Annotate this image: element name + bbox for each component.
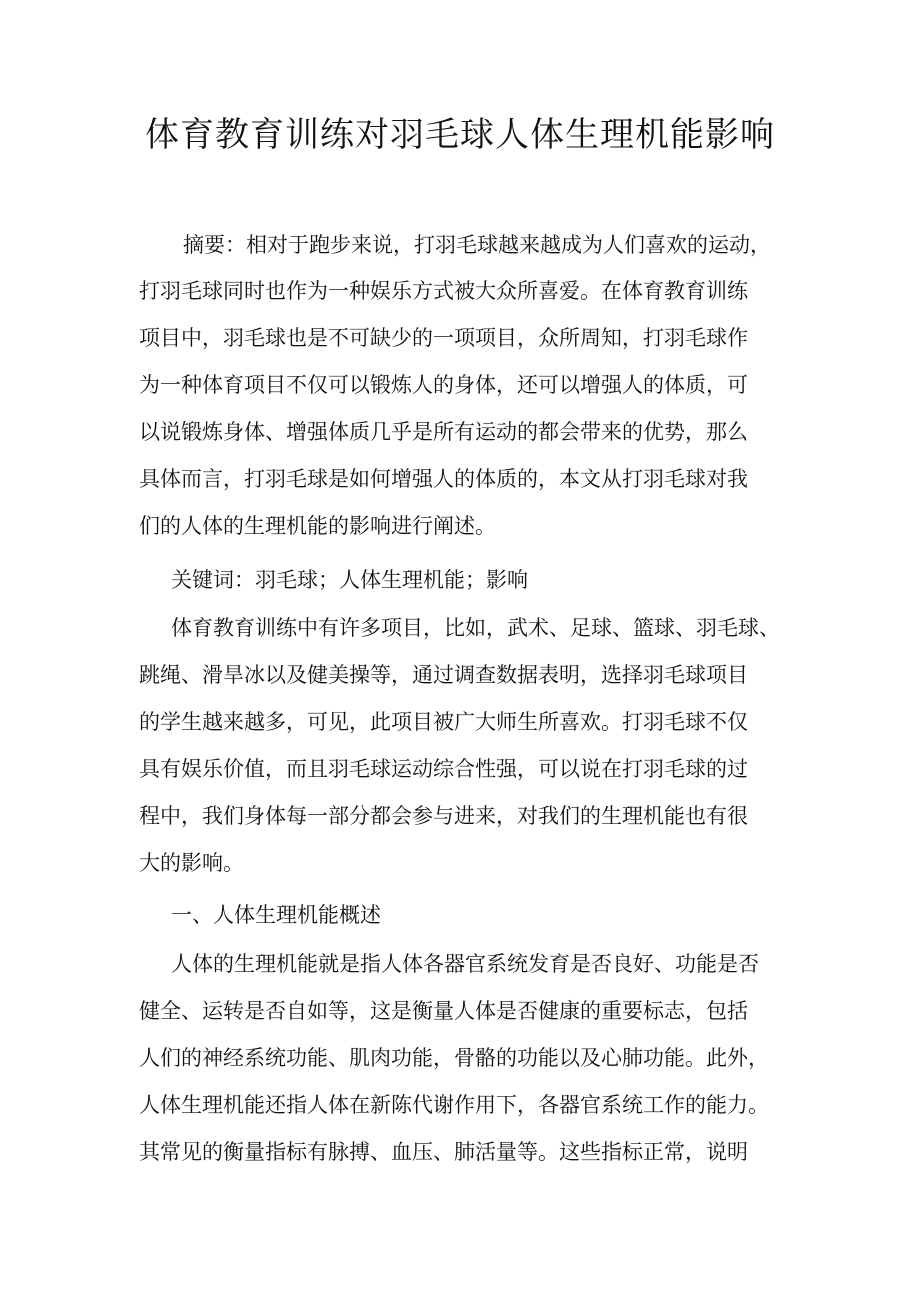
- abstract-line-2: 打羽毛球同时也作为一种娱乐方式被大众所喜爱。在体育教育训练: [139, 279, 748, 303]
- intro-line-1: 体育教育训练中有许多项目，比如，武术、足球、篮球、羽毛球、: [171, 616, 780, 640]
- intro-line-6: 大的影响。: [139, 851, 244, 875]
- section-line-4: 人体生理机能还指人体在新陈代谢作用下，各器官系统工作的能力。: [139, 1093, 769, 1117]
- abstract-line-1: 摘要：相对于跑步来说，打羽毛球越来越成为人们喜欢的运动，: [183, 233, 771, 257]
- section-line-2: 健全、运转是否自如等，这是衡量人体是否健康的重要标志，包括: [139, 999, 748, 1023]
- section-heading: 一、人体生理机能概述: [171, 903, 381, 927]
- intro-line-2: 跳绳、滑旱冰以及健美操等，通过调查数据表明，选择羽毛球项目: [139, 663, 748, 687]
- abstract-line-7: 们的人体的生理机能的影响进行阐述。: [139, 514, 496, 538]
- abstract-line-3: 项目中，羽毛球也是不可缺少的一项项目，众所周知，打羽毛球作: [139, 326, 748, 350]
- abstract-line-6: 具体而言，打羽毛球是如何增强人的体质的，本文从打羽毛球对我: [139, 467, 748, 491]
- intro-line-3: 的学生越来越多，可见，此项目被广大师生所喜欢。打羽毛球不仅: [139, 710, 748, 734]
- abstract-line-5: 以说锻炼身体、增强体质几乎是所有运动的都会带来的优势，那么: [139, 420, 748, 444]
- intro-line-4: 具有娱乐价值，而且羽毛球运动综合性强，可以说在打羽毛球的过: [139, 757, 748, 781]
- section-line-5: 其常见的衡量指标有脉搏、血压、肺活量等。这些指标正常，说明: [139, 1140, 748, 1164]
- section-line-1: 人体的生理机能就是指人体各器官系统发育是否良好、功能是否: [171, 952, 759, 976]
- document-title: 体育教育训练对羽毛球人体生理机能影响: [145, 115, 775, 155]
- keywords-line: 关键词：羽毛球；人体生理机能；影响: [171, 568, 528, 592]
- section-line-3: 人们的神经系统功能、肌肉功能，骨骼的功能以及心肺功能。此外，: [139, 1046, 769, 1070]
- abstract-line-4: 为一种体育项目不仅可以锻炼人的身体，还可以增强人的体质，可: [139, 373, 748, 397]
- intro-line-5: 程中，我们身体每一部分都会参与进来，对我们的生理机能也有很: [139, 804, 748, 828]
